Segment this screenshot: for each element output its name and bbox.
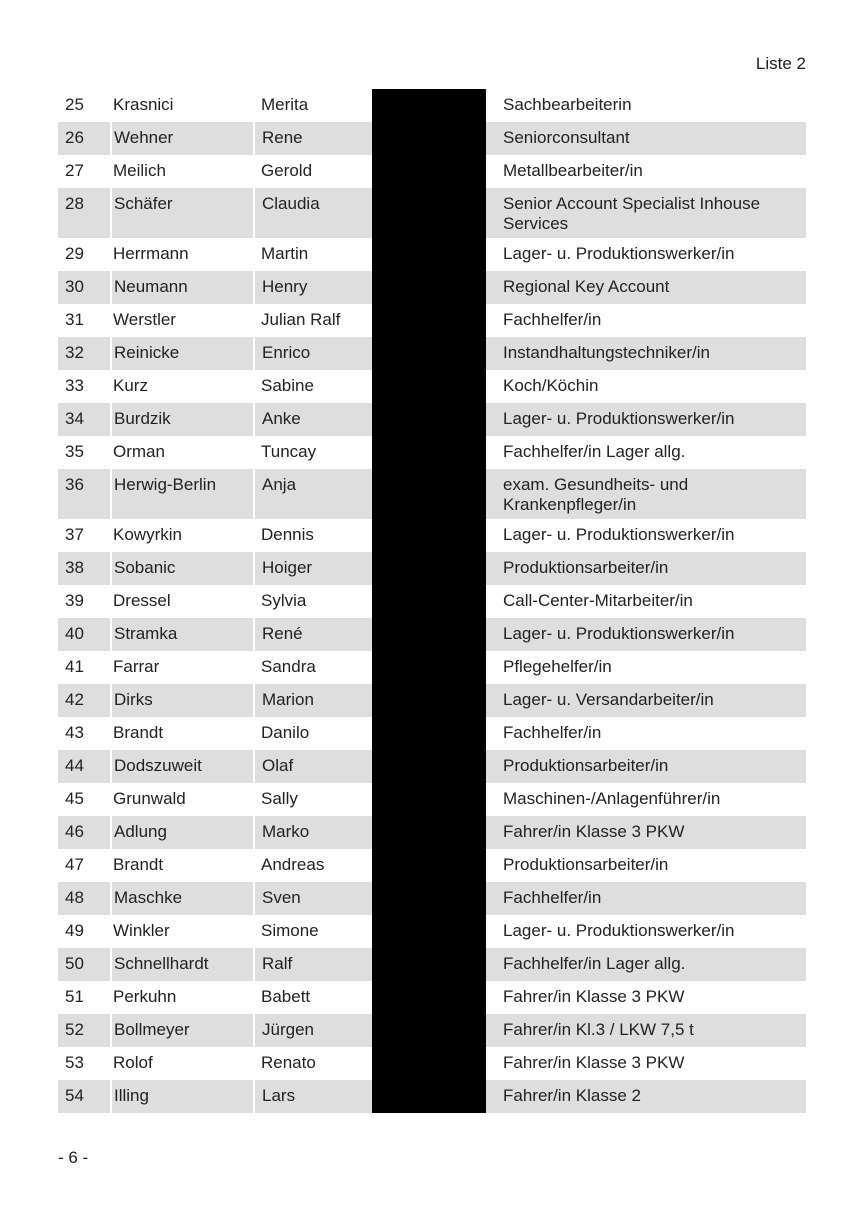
row-number: 30 (58, 271, 111, 304)
job-title-line: Fachhelfer/in Lager allg. (503, 442, 686, 461)
first-name: René (254, 618, 372, 651)
last-name: Rolof (113, 1053, 153, 1072)
first-name: Renato (261, 1053, 316, 1072)
redaction-block (372, 188, 486, 238)
row-number: 33 (65, 376, 84, 395)
row-number: 25 (65, 95, 84, 114)
redaction-block (372, 882, 486, 915)
first-name: Lars (254, 1080, 372, 1113)
table-row (58, 585, 806, 618)
last-name: Dressel (113, 591, 171, 610)
table-row (58, 717, 806, 750)
job-title-line: Fahrer/in Klasse 3 PKW (503, 822, 685, 841)
job-title-line: Produktionsarbeiter/in (503, 855, 669, 874)
job-title (486, 783, 806, 816)
first-name: Tuncay (261, 442, 317, 461)
last-name: Dodszuweit (111, 750, 254, 783)
table-row (58, 981, 806, 1014)
redaction-block (372, 849, 486, 882)
last-name: Werstler (113, 310, 176, 329)
row-number: 35 (65, 442, 84, 461)
table-row (58, 89, 806, 122)
redaction-block (372, 403, 486, 436)
table-row (58, 948, 806, 981)
first-name: Enrico (254, 337, 372, 370)
last-name: Dirks (111, 684, 254, 717)
first-name: Anja (254, 469, 372, 519)
job-title (486, 155, 806, 188)
list-label: Liste 2 (755, 54, 806, 73)
redaction-block (372, 783, 486, 816)
last-name: Brandt (113, 855, 164, 874)
last-name: Illing (111, 1080, 254, 1113)
last-name: Burdzik (111, 403, 254, 436)
page-number: - 6 - (58, 1148, 89, 1167)
first-name: Sylvia (261, 591, 307, 610)
employee-table-body (58, 89, 806, 1113)
row-number: 39 (65, 591, 84, 610)
redaction-block (372, 337, 486, 370)
first-name: Olaf (254, 750, 372, 783)
job-title (486, 1080, 806, 1113)
job-title (486, 304, 806, 337)
job-title (486, 271, 806, 304)
job-title-line: Fahrer/in Kl.3 / LKW 7,5 t (503, 1020, 694, 1039)
row-number: 38 (58, 552, 111, 585)
first-name: Julian Ralf (261, 310, 341, 329)
job-title-line: Fahrer/in Klasse 2 (503, 1086, 641, 1105)
redaction-block (372, 271, 486, 304)
row-number: 32 (58, 337, 111, 370)
job-title-line: Senior Account Specialist Inhouse (503, 194, 761, 213)
redaction-block (372, 717, 486, 750)
job-title-line: Regional Key Account (503, 277, 670, 296)
table-row (58, 552, 806, 585)
last-name: Herwig-Berlin (111, 469, 254, 519)
job-title-line: Koch/Köchin (503, 376, 599, 395)
row-number: 50 (58, 948, 111, 981)
job-title-line: Fahrer/in Klasse 3 PKW (503, 1053, 685, 1072)
table-row (58, 403, 806, 436)
row-number: 54 (58, 1080, 111, 1113)
job-title (486, 684, 806, 717)
job-title-line: Krankenpfleger/in (503, 495, 637, 514)
first-name: Rene (254, 122, 372, 155)
table-row (58, 370, 806, 403)
job-title-line: Lager- u. Produktionswerker/in (503, 624, 735, 643)
job-title (486, 122, 806, 155)
job-title-line: exam. Gesundheits- und (503, 475, 689, 494)
job-title-line: Lager- u. Produktionswerker/in (503, 921, 735, 940)
row-number: 36 (58, 469, 111, 519)
table-row (58, 519, 806, 552)
first-name: Babett (261, 987, 311, 1006)
row-number: 43 (65, 723, 84, 742)
job-title-line: Metallbearbeiter/in (503, 161, 643, 180)
redaction-block (372, 1080, 486, 1113)
first-name: Simone (261, 921, 319, 940)
job-title (486, 915, 806, 948)
job-title-line: Fahrer/in Klasse 3 PKW (503, 987, 685, 1006)
redaction-block (372, 519, 486, 552)
first-name: Danilo (261, 723, 310, 742)
job-title (486, 436, 806, 469)
job-title (486, 849, 806, 882)
row-number: 41 (65, 657, 84, 676)
last-name: Meilich (113, 161, 166, 180)
last-name: Orman (113, 442, 165, 461)
table-row (58, 155, 806, 188)
first-name: Dennis (261, 525, 314, 544)
redaction-block (372, 436, 486, 469)
table-row (58, 915, 806, 948)
last-name: Schäfer (111, 188, 254, 238)
row-number: 37 (65, 525, 84, 544)
last-name: Krasnici (113, 95, 174, 114)
last-name: Kurz (113, 376, 148, 395)
job-title (486, 816, 806, 849)
job-title (486, 750, 806, 783)
row-number: 42 (58, 684, 111, 717)
job-title (486, 585, 806, 618)
redaction-block (372, 238, 486, 271)
last-name: Maschke (111, 882, 254, 915)
table-row (58, 304, 806, 337)
row-number: 45 (65, 789, 84, 808)
row-number: 34 (58, 403, 111, 436)
last-name: Farrar (113, 657, 160, 676)
job-title-line: Call-Center-Mitarbeiter/in (503, 591, 693, 610)
redaction-block (372, 1047, 486, 1080)
row-number: 52 (58, 1014, 111, 1047)
redaction-block (372, 122, 486, 155)
job-title-line: Fachhelfer/in (503, 310, 602, 329)
last-name: Stramka (111, 618, 254, 651)
first-name: Henry (254, 271, 372, 304)
job-title-line: Lager- u. Produktionswerker/in (503, 244, 735, 263)
job-title-line: Seniorconsultant (503, 128, 630, 147)
redaction-block (372, 618, 486, 651)
redaction-block (372, 948, 486, 981)
redaction-block (372, 750, 486, 783)
table-row (58, 882, 806, 915)
job-title-line: Fachhelfer/in (503, 888, 602, 907)
job-title-line: Maschinen-/Anlagenführer/in (503, 789, 721, 808)
row-number: 29 (65, 244, 84, 263)
job-title-line: Pflegehelfer/in (503, 657, 612, 676)
job-title-line: Produktionsarbeiter/in (503, 558, 669, 577)
row-number: 31 (65, 310, 84, 329)
job-title (486, 1047, 806, 1080)
job-title-line: Services (503, 214, 569, 233)
last-name: Sobanic (111, 552, 254, 585)
row-number: 53 (65, 1053, 84, 1072)
redaction-block (372, 370, 486, 403)
table-row (58, 618, 806, 651)
first-name: Sven (254, 882, 372, 915)
table-row (58, 1080, 806, 1113)
job-title (486, 89, 806, 122)
last-name: Reinicke (111, 337, 254, 370)
last-name: Adlung (111, 816, 254, 849)
first-name: Sabine (261, 376, 314, 395)
first-name: Martin (261, 244, 309, 263)
job-title (486, 651, 806, 684)
last-name: Winkler (113, 921, 170, 940)
last-name: Perkuhn (113, 987, 177, 1006)
job-title-line: Fachhelfer/in (503, 723, 602, 742)
redaction-block (372, 585, 486, 618)
row-number: 47 (65, 855, 84, 874)
first-name: Sally (261, 789, 298, 808)
row-number: 51 (65, 987, 84, 1006)
first-name: Jürgen (254, 1014, 372, 1047)
job-title (486, 882, 806, 915)
table-row (58, 271, 806, 304)
redaction-block (372, 552, 486, 585)
last-name: Grunwald (113, 789, 186, 808)
last-name: Neumann (111, 271, 254, 304)
job-title (486, 188, 806, 238)
employee-table (58, 89, 807, 1113)
last-name: Schnellhardt (111, 948, 254, 981)
redaction-block (372, 915, 486, 948)
row-number: 48 (58, 882, 111, 915)
row-number: 49 (65, 921, 84, 940)
table-row (58, 651, 806, 684)
last-name: Wehner (111, 122, 254, 155)
redaction-block (372, 981, 486, 1014)
table-row (58, 122, 806, 155)
table-row (58, 750, 806, 783)
first-name: Andreas (261, 855, 325, 874)
last-name: Kowyrkin (113, 525, 182, 544)
first-name: Gerold (261, 161, 313, 180)
redaction-block (372, 816, 486, 849)
first-name: Merita (261, 95, 309, 114)
job-title (486, 717, 806, 750)
table-row (58, 1047, 806, 1080)
last-name: Brandt (113, 723, 164, 742)
table-row (58, 469, 806, 519)
job-title (486, 469, 806, 519)
job-title (486, 337, 806, 370)
job-title (486, 370, 806, 403)
table-row (58, 436, 806, 469)
job-title-line: Instandhaltungstechniker/in (503, 343, 710, 362)
job-title (486, 552, 806, 585)
job-title (486, 238, 806, 271)
last-name: Herrmann (113, 244, 189, 263)
redaction-block (372, 684, 486, 717)
table-row (58, 849, 806, 882)
redaction-block (372, 651, 486, 684)
job-title (486, 519, 806, 552)
first-name: Marion (254, 684, 372, 717)
first-name: Marko (254, 816, 372, 849)
table-row (58, 337, 806, 370)
first-name: Sandra (261, 657, 316, 676)
first-name: Hoiger (254, 552, 372, 585)
job-title (486, 981, 806, 1014)
first-name: Ralf (254, 948, 372, 981)
first-name: Claudia (254, 188, 372, 238)
job-title-line: Produktionsarbeiter/in (503, 756, 669, 775)
row-number: 40 (58, 618, 111, 651)
job-title-line: Sachbearbeiterin (503, 95, 632, 114)
redaction-block (372, 89, 486, 122)
table-row (58, 684, 806, 717)
job-title (486, 403, 806, 436)
job-title (486, 1014, 806, 1047)
row-number: 46 (58, 816, 111, 849)
first-name: Anke (254, 403, 372, 436)
table-row (58, 238, 806, 271)
job-title-line: Lager- u. Produktionswerker/in (503, 525, 735, 544)
job-title (486, 618, 806, 651)
last-name: Bollmeyer (111, 1014, 254, 1047)
table-row (58, 816, 806, 849)
job-title-line: Lager- u. Versandarbeiter/in (503, 690, 714, 709)
redaction-block (372, 1014, 486, 1047)
redaction-block (372, 155, 486, 188)
job-title-line: Fachhelfer/in Lager allg. (503, 954, 686, 973)
table-row (58, 1014, 806, 1047)
row-number: 27 (65, 161, 84, 180)
table-row (58, 783, 806, 816)
row-number: 26 (58, 122, 111, 155)
redaction-block (372, 469, 486, 519)
table-row (58, 188, 806, 238)
row-number: 44 (58, 750, 111, 783)
redaction-block (372, 304, 486, 337)
job-title (486, 948, 806, 981)
job-title-line: Lager- u. Produktionswerker/in (503, 409, 735, 428)
row-number: 28 (58, 188, 111, 238)
